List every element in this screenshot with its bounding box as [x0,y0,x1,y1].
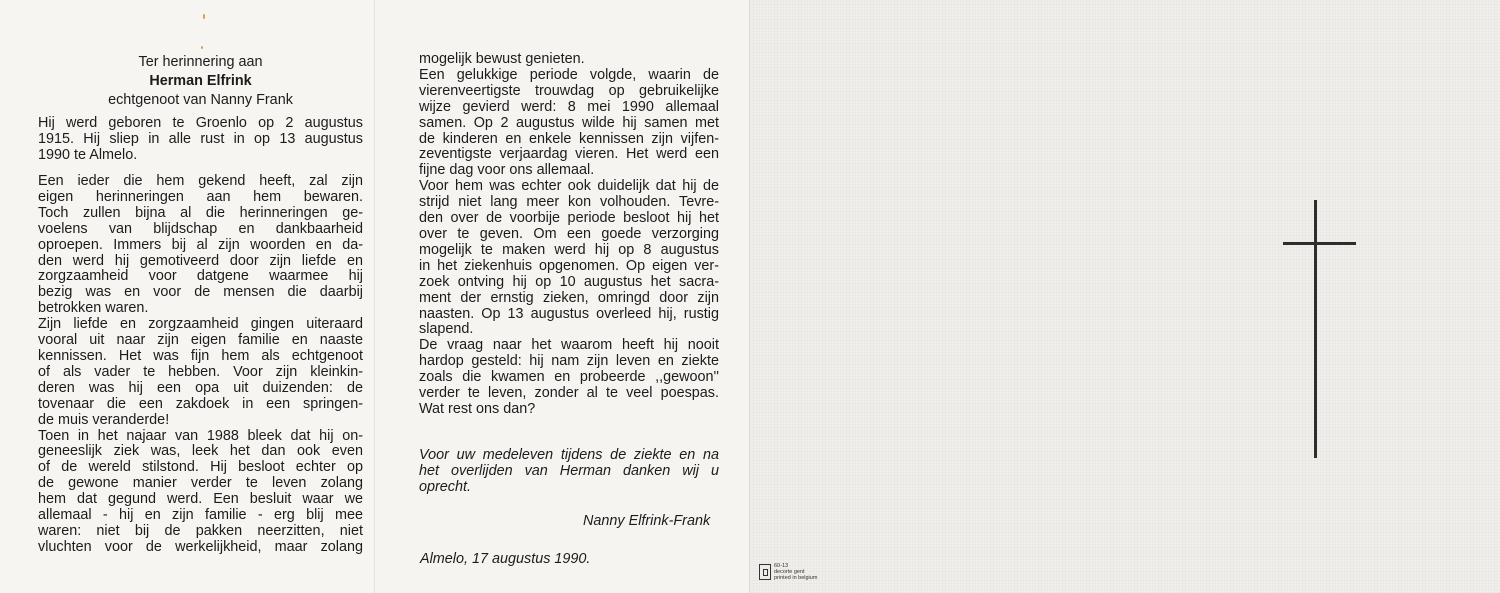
text-line: De vraag naar het waarom heeft hij nooit [419,337,719,354]
text-line: oproepen. Immers bij al zijn woorden en da- [38,236,363,253]
text-line: vooral uit naar zijn eigen familie en naaste [38,332,363,349]
text-line: Toch zullen bijna al die herinneringen ge- [38,204,363,221]
text-line: tovenaar die een zakdoek in een springen- [38,395,363,412]
left-panel [0,0,375,593]
text-line: den over de voorbije periode besloot hij het [419,210,719,227]
text-line: vierenveertigste trouwdag op gebruikelijke [419,82,719,99]
text-line: zoek ontving hij op 10 augustus het sacra- [419,273,719,290]
text-line: het overlijden van Herman danken wij u [419,462,719,479]
text-line: of de wereld stilstond. Hij besloot echter op [38,459,363,476]
text-line: fijne dag voor ons allemaal. [419,162,595,179]
text-line: naasten. Op 13 augustus overleed hij, rustig [419,305,719,322]
text-line: oprecht. [419,478,471,495]
place-date: Almelo, 17 augustus 1990. [420,551,591,567]
cross-vertical-bar [1314,200,1317,458]
text-line: Voor uw medeleven tijdens de ziekte en na [419,447,719,463]
text-line: den werd hij gemotiveerd door zijn liefde en [38,252,363,269]
text-line: geneeslijk ziek was, leek het dan ook even [38,443,363,460]
text-line: allemaal - hij en zijn familie - erg blij mee [38,507,363,524]
text-line: Hij werd geboren te Groenlo op 2 augustus [38,115,363,131]
text-line: zorgzaamheid voor datgene waarmee hij [38,268,363,285]
printer-mark [759,563,817,581]
text-line: Voor hem was echter ook duidelijk dat hij de [419,178,719,195]
cross-horizontal-bar [1283,242,1356,245]
text-line: strijd niet lang meer kon volhouden. Tevre- [419,194,719,211]
text-line: bezig was en voor de mensen die daarbij [38,284,363,301]
text-line: Een gelukkige periode volgde, waarin de [419,66,719,83]
text-line: Zijn liefde en zorgzaamheid gingen uiteraard [38,316,363,333]
thanks-paragraph [419,448,719,496]
text-line: Wat rest ons dan? [419,400,536,417]
text-line: ment der ernstig zieken, omringd door zijn [419,289,719,306]
middle-panel [375,0,750,593]
text-line: mogelijk te maken werd hij op 8 augustus [419,241,719,258]
header-relation: echtgenoot van Nanny Frank [108,92,293,108]
text-line: betrokken waren. [38,300,149,317]
text-line: eigen herinneringen aan hem bewaren. [38,188,363,205]
printer-code: 60-13 [774,563,789,569]
text-line: wijze gevierd werd: 8 mei 1990 allemaal [419,98,719,115]
text-line: voelens van blijdschap en dankbaarheid [38,220,363,237]
paper-speck [203,14,205,19]
deceased-name: Herman Elfrink [149,73,252,89]
text-line: mogelijk bewust genieten. [419,51,585,67]
paper-speck [201,46,203,49]
text-line: slapend. [419,321,474,338]
memorial-text-left [38,174,363,556]
text-line: deren was hij een opa uit duizenden: de [38,379,363,396]
memorial-text-middle [419,52,719,418]
text-line: 1990 te Almelo. [38,146,138,163]
printer-text [774,563,817,581]
text-line: Een ieder die hem gekend heeft, zal zijn [38,173,363,189]
text-line: in het ziekenhuis opgenomen. Op eigen ver- [419,257,719,274]
text-line: 1915. Hij sliep in alle rust in op 13 augustus [38,130,363,147]
header-intro: Ter herinnering aan [138,54,263,70]
text-line: over te geven. Om een goede verzorging [419,225,719,242]
text-line: of als vader te hebben. Voor zijn kleinkin- [38,363,363,380]
card-header [38,53,363,110]
card-front-panel [750,0,1500,593]
text-line: verder te leven, zonder al te veel poespas. [419,385,719,402]
printer-name: decorte gent [774,569,805,575]
text-line: kennissen. Het was fijn hem als echtgenoot [38,347,363,364]
signature: Nanny Elfrink-Frank [583,513,711,529]
text-line: hem dat gegund werd. Een besluit waar we [38,491,363,508]
text-line: vluchten voor de werkelijkheid, maar zolang [38,538,363,555]
printer-logo-icon [759,564,771,580]
text-line: Toen in het najaar van 1988 bleek dat hij on- [38,427,363,444]
text-line: samen. Op 2 augustus wilde hij samen met [419,114,719,131]
birth-paragraph [38,116,363,164]
text-line: zoals die kwamen en probeerde ,,gewoon'' [419,369,719,386]
text-line: hardop gesteld: hij nam zijn leven en ziekte [419,353,719,370]
printer-origin: printed in belgium [774,575,818,581]
text-line: waren: niet bij de pakken neerzitten, niet [38,522,363,539]
text-line: de muis veranderde! [38,411,170,428]
text-line: de gewone manier verder te leven zolang [38,475,363,492]
text-line: zeventigste verjaardag vieren. Het werd een [419,146,719,163]
text-line: de kinderen en enkele kennissen zijn vijfen- [419,130,719,147]
